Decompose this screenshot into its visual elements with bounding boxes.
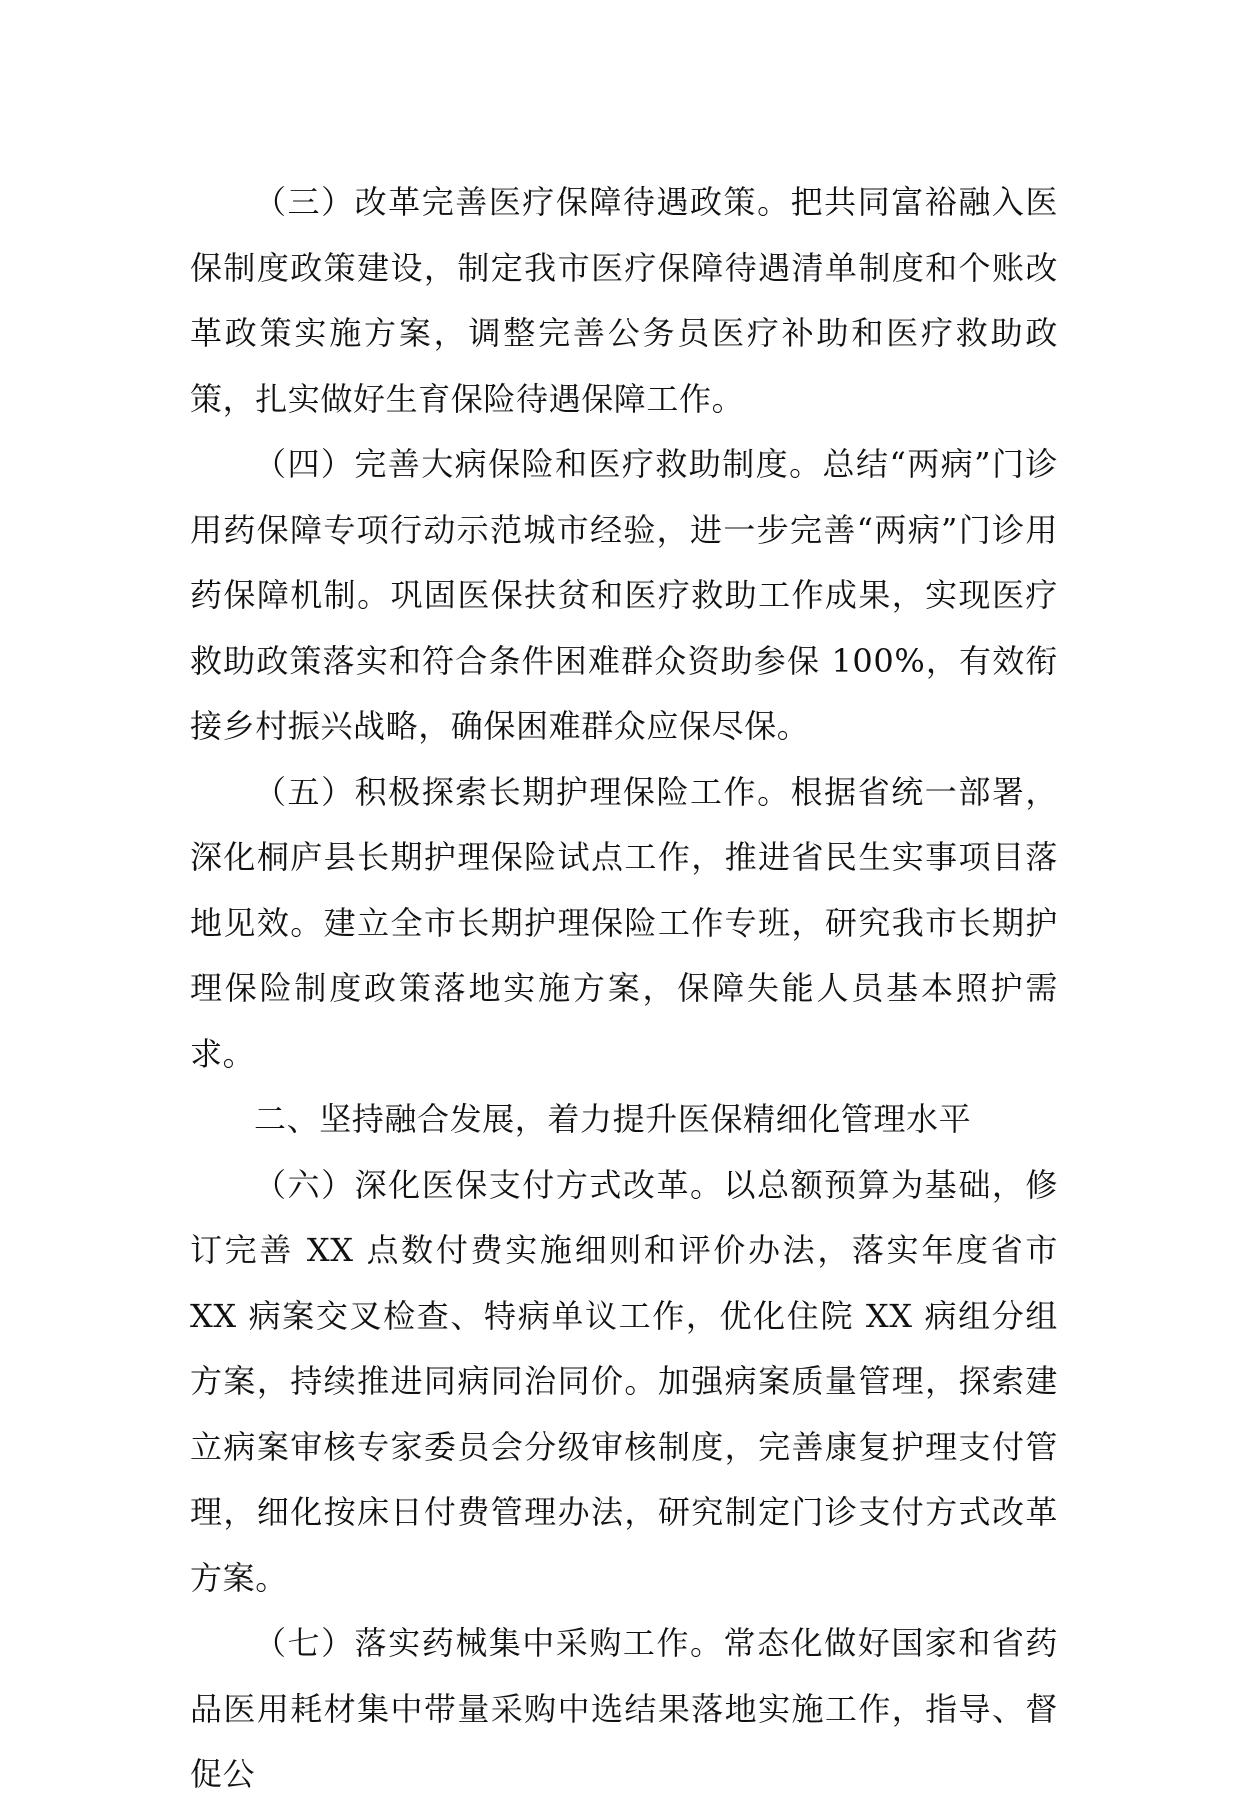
document-body (190, 170, 1058, 1808)
paragraph-section-4: （四）完善大病保险和医疗救助制度。总结“两病”门诊用药保障专项行动示范城市经验，进一步完善“两病”门诊用药保障机制。巩固医保扶贫和医疗救助工作成果，实现医疗救助政策落实和符合条件困难群众资助参保 100%，有效衔接乡村振兴战略，确保困难群众应保尽保。 (190, 445, 1058, 745)
paragraph-section-3: （三）改革完善医疗保障待遇政策。把共同富裕融入医保制度政策建设，制定我市医疗保障待遇清单制度和个账改革政策实施方案，调整完善公务员医疗补助和医疗救助政策，扎实做好生育保险待遇保障工作。 (190, 183, 1058, 418)
paragraph-section-5: （五）积极探索长期护理保险工作。根据省统一部署，深化桐庐县长期护理保险试点工作，推进省民生实事项目落地见效。建立全市长期护理保险工作专班，研究我市长期护理保险制度政策落地实施方案，保障失能人员基本照护需求。 (190, 772, 1058, 1073)
section-heading-2: 二、坚持融合发展，着力提升医保精细化管理水平 (254, 1100, 972, 1138)
paragraph-section-7: （七）落实药械集中采购工作。常态化做好国家和省药品医用耗材集中带量采购中选结果落地实施工作，指导、督促公 (190, 1624, 1058, 1793)
paragraph-section-6: （六）深化医保支付方式改革。以总额预算为基础，修订完善 XX 点数付费实施细则和评价办法，落实年度省市 XX 病案交叉检查、特病单议工作，优化住院 XX 病组分组方案，持续推进同病同治同价。加强病案质量管理，探索建立病案审核专家委员会分级审核制度，完善康复护理支付管理，细化按床日付费管理办法，研究制定门诊支付方式改革方案。 (190, 1165, 1058, 1597)
